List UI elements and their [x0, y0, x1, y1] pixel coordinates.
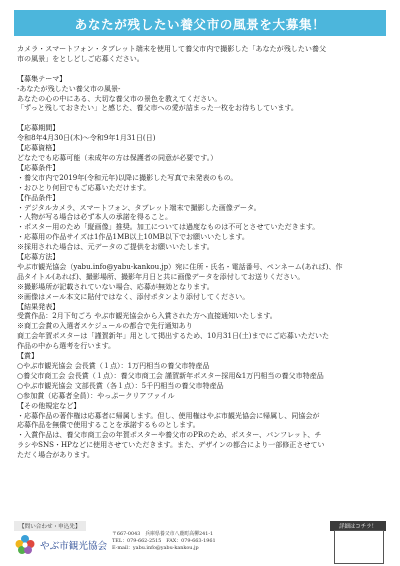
- section-heading: 【賞】: [17, 351, 39, 361]
- body-text-line: ・人物が写る場合は必ず本人の承諾を得ること。: [17, 212, 173, 222]
- body-text-line: ※画像はメール本文に貼付ではなく、添付ポタンより添付してください。: [17, 291, 250, 301]
- body-text-line: -あなたが残したい養父市の風景-: [17, 83, 121, 93]
- body-text-line: ○やぶ市観光協会 文部長賞（各１点）：5千円相当の養父市特産品: [17, 380, 224, 390]
- body-text-line: あなたの心の中にある、大切な養父市の景色を教えてください。: [17, 93, 222, 103]
- section-heading: 【募集テーマ】: [17, 73, 67, 83]
- body-text-line: 「ずっと残しておきたい」と感じた、養父市への愛が詰まった一枚をお待ちしています。: [17, 103, 298, 113]
- qr-label: 詳細はコチラ！: [330, 521, 386, 531]
- body-text-line: ※商工会賞の入選者スケジュールの都合で先行通知あり: [17, 321, 193, 331]
- body-text-line: 市の風景」をとしどしご応募ください。: [17, 53, 144, 63]
- section-heading: 【作品条件】: [17, 192, 60, 202]
- body-text-line: 品タイトル(あれば)、撮影場所、撮影年月日と共に画像データを添付してお送りください。: [17, 271, 305, 281]
- org-logo: [14, 534, 107, 556]
- body-text-line: ・養父市内で2019年(令和元年)以降に撮影した写真で未発表のもの。: [17, 172, 238, 182]
- section-heading: 【応募資格】: [17, 143, 60, 153]
- body-text-line: 商工会年賀ポスターは「謹賀新年」用として掲出するため、10月31日(土)までにご応募いただいた: [17, 331, 330, 341]
- body-text-line: ○やぶ市観光協会 会長賞（１点）：1万円相当の養父市特産品: [17, 361, 210, 370]
- body-text-line: 応募作品を無償で使用することを承諾するものとします。: [17, 420, 200, 430]
- section-heading: 【応募条件】: [17, 162, 60, 172]
- body-text-line: ・応募用の作品サイズは1作品1MB以上10MB以下でお願いいたします。: [17, 232, 249, 242]
- page-title: あなたが残したい養父市の風景を大募集！: [74, 16, 326, 32]
- body-text-line: ※採用された場合は、元データのご提供をお願いいたします。: [17, 242, 214, 252]
- body-text-line: 令和8年4月30日(木)～令和9年1月31日(日): [17, 133, 156, 143]
- body-text-line: ・応募作品の著作権は応募者に帰属します。但し、使用権はやぶ市観光協会に帰属し、同協会が: [17, 410, 320, 420]
- email-line: E-mail：yabu.info@yabu-kankou.jp: [112, 545, 199, 551]
- body-text-line: ラシやSNS・HPなどに使用させていただきます。また、デザインの都合により一部修正させてい: [17, 440, 325, 450]
- body-text-line: ・おひとり何回でもご応募いただけます。: [17, 182, 151, 192]
- body-text-line: 受賞作品：2月下旬ごろ やぶ市観光協会から入賞された方へ直接通知いたします。: [17, 311, 277, 321]
- org-name: やぶ市観光協会: [40, 541, 108, 552]
- contact-label: 【問い合わせ・申込先】: [14, 521, 86, 531]
- section-heading: 【結果発表】: [17, 301, 60, 311]
- title-banner: [14, 10, 386, 36]
- section-heading: 【応募期間】: [17, 123, 60, 133]
- body-text-line: やぶ市観光協会（yabu.info@yabu-kankou.jp）宛に住所・氏名・電話番号、ペンネーム(あれば)、作: [17, 261, 343, 271]
- body-text-line: ○養父市商工会 会長賞（１点）：養父市商工会 謹賀新年ポスター採用&1万円相当の養父市特産品: [17, 370, 324, 380]
- body-text-line: ・入賞作品は、養父市商工会の年賀ポスターや養父市のPRのため、ポスター、パンフレット、チ: [17, 430, 322, 440]
- qr-code-placeholder[interactable]: [334, 530, 384, 564]
- flyer-body: [17, 44, 384, 460]
- section-heading: 【応募方法】: [17, 252, 60, 262]
- body-text-line: どなたでも応募可能（未成年の方は保護者の同意が必要です。）: [17, 152, 218, 162]
- section-heading: 【その他規定など】: [17, 400, 81, 410]
- body-text-line: ○参加賞（応募者全員）：やっぷークリアファイル: [17, 390, 175, 400]
- body-text-line: [17, 113, 384, 123]
- body-text-line: ・ポスター用のため「縦画像」推奨。加工については過度なものは不可とさせていただきます。: [17, 222, 320, 232]
- body-text-line: ・デジタルカメラ、スマートフォン、タブレット端末で撮影した画像データ。: [17, 202, 261, 212]
- address-line: 〒667-0043 兵庫県養父市八鹿町高柳241-1: [112, 531, 214, 537]
- body-text-line: 作品の中から選考を行います。: [17, 341, 116, 351]
- contact-address: [112, 531, 216, 552]
- body-text-line: ※撮影場所が記載されていない場合、応募が無効となります。: [17, 281, 214, 291]
- body-text-line: ただく場合があります。: [17, 450, 94, 460]
- body-text-line: カメラ・スマートフォン・タブレット端末を使用して養父市内で撮影した「あなたが残したい養父: [17, 44, 327, 53]
- flower-logo-icon: [14, 534, 36, 556]
- body-text-line: [17, 64, 384, 74]
- phone-line: TEL：079-662-2515 FAX：079-663-1961: [112, 538, 216, 544]
